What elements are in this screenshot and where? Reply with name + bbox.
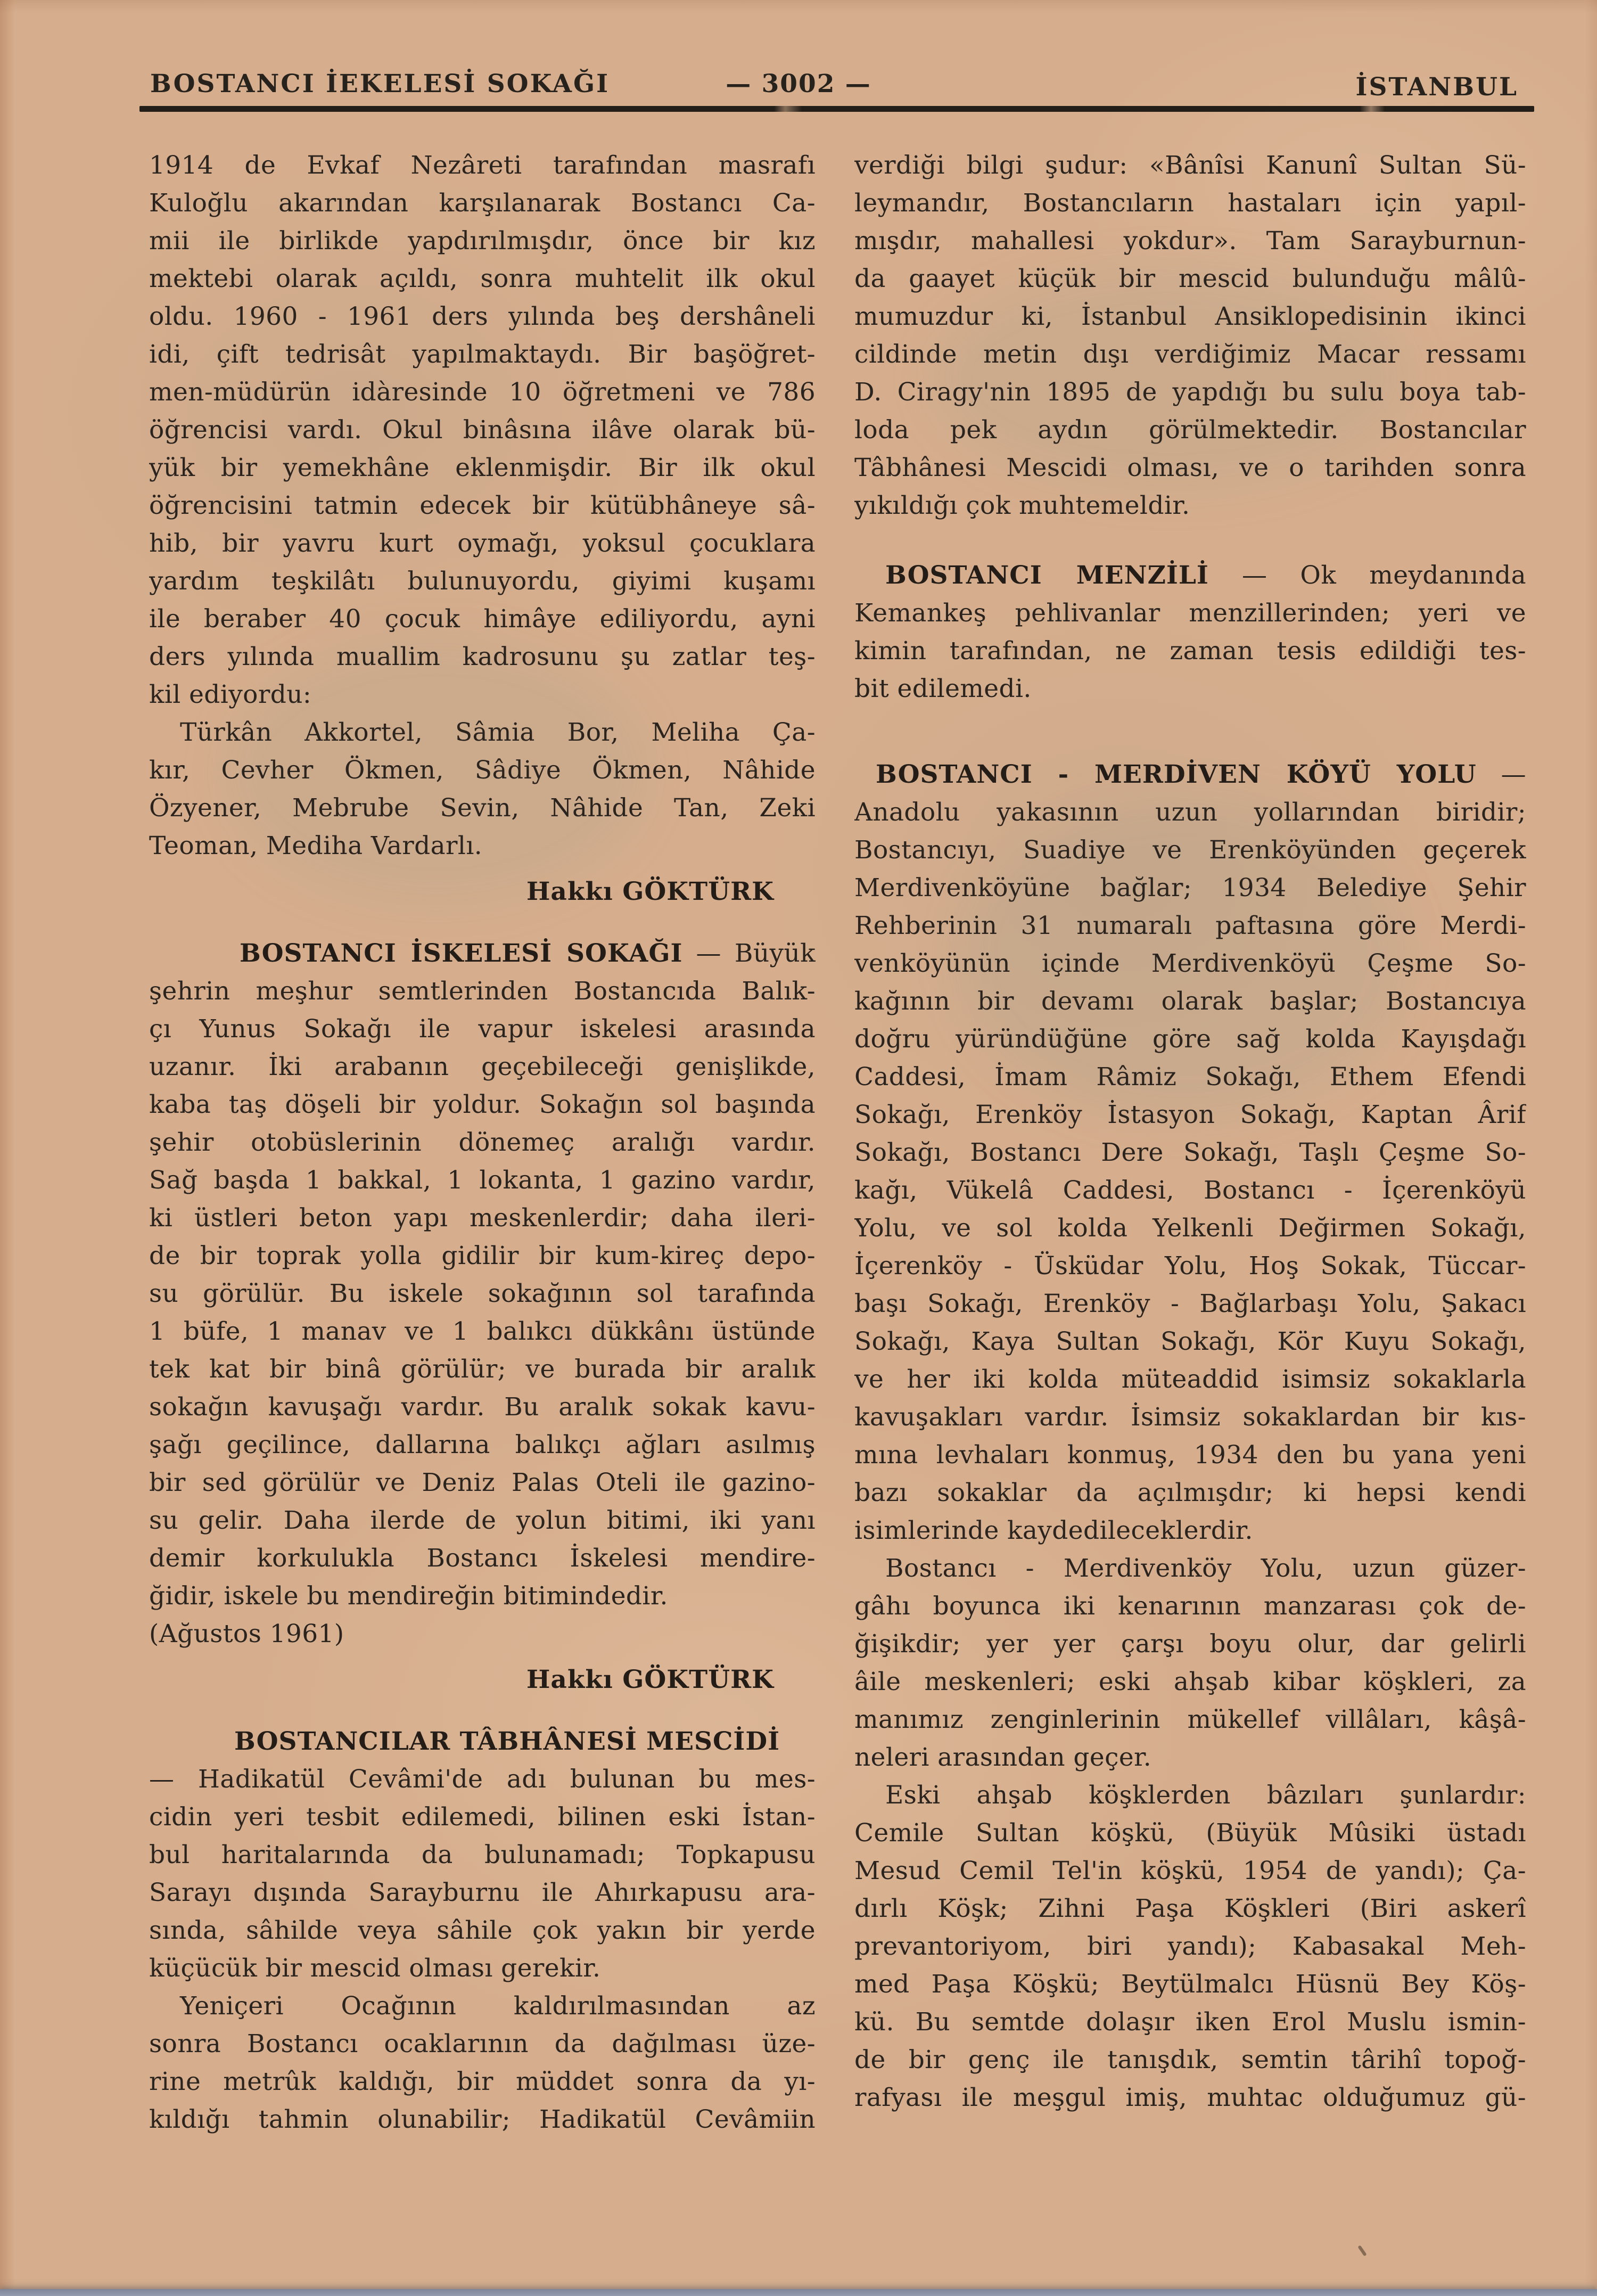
text-line: cidin yeri tesbit edilemedi, bilinen eski İstan-	[149, 1802, 816, 1832]
entry-heading-line: BOSTANCI İSKELESİ SOKAĞI — Büyük	[240, 939, 816, 968]
text-line: kağı, Vükelâ Caddesi, Bostancı - İçerenköyü	[854, 1176, 1526, 1205]
bold-lead: BOSTANCI MENZİLİ	[885, 561, 1209, 590]
text-line: Cemile Sultan köşkü, (Büyük Mûsiki üstadı	[854, 1818, 1526, 1848]
text-line: İçerenköy - Üsküdar Yolu, Hoş Sokak, Tüccar-	[854, 1251, 1526, 1281]
text-line: loda pek aydın görülmektedir. Bostancılar	[854, 415, 1526, 445]
text-line: Rehberinin 31 numaralı paftasına göre Merdi-	[854, 911, 1526, 940]
running-head-entry-title: BOSTANCI İEKELESİ SOKAĞI	[150, 69, 610, 99]
text-line: Anadolu yakasının uzun yollarından biridir;	[854, 798, 1526, 827]
page-number: — 3002 —	[726, 69, 871, 99]
text-line: Tâbhânesi Mescidi olması, ve o tarihden sonra	[854, 453, 1526, 482]
text-line: Caddesi, İmam Râmiz Sokağı, Ethem Efendi	[854, 1062, 1526, 1092]
text-line: su gelir. Daha ilerde de yolun bitimi, iki yanı	[149, 1506, 816, 1535]
text-line: hib, bir yavru kurt oymağı, yoksul çocuklara	[149, 529, 816, 558]
text-line: kavuşakları vardır. İsimsiz sokaklardan bir kıs-	[854, 1403, 1526, 1432]
byline	[149, 873, 816, 911]
text-line: mumuzdur ki, İstanbul Ansiklopedisinin ikinci	[854, 302, 1526, 331]
entry-heading-line	[149, 1723, 816, 1760]
bold-lead: BOSTANCILAR TÂBHÂNESİ MESCİDİ	[234, 1727, 780, 1756]
text-line: sonra Bostancı ocaklarının da dağılması üze-	[149, 2029, 816, 2059]
text-line: mışdır, mahallesi yokdur». Tam Sarayburnun-	[854, 226, 1526, 256]
text-line: başı Sokağı, Erenköy - Bağlarbaşı Yolu, Şakacı	[854, 1289, 1526, 1318]
bold-lead: BOSTANCI - MERDİVEN KÖYÜ YOLU	[876, 760, 1477, 789]
bold-lead: Hakkı GÖKTÜRK	[526, 877, 774, 906]
text-line: Bostancıyı, Suadiye ve Erenköyünden geçerek	[854, 835, 1526, 865]
text-line: 1 büfe, 1 manav ve 1 balıkcı dükkânı üstünde	[149, 1317, 816, 1346]
text-line: mına levhaları konmuş, 1934 den bu yana yeni	[854, 1440, 1526, 1470]
text-line: verdiği bilgi şudur: «Bânîsi Kanunî Sultan Sü-	[854, 151, 1526, 180]
text-line: doğru yüründüğüne göre sağ kolda Kayışdağı	[854, 1024, 1526, 1054]
text-line: kimin tarafından, ne zaman tesis edildiği tes-	[854, 636, 1526, 666]
text-line: Yeniçeri Ocağının kaldırılmasından az	[180, 1991, 816, 2021]
paper-speck	[1357, 2245, 1367, 2256]
text-line: oldu. 1960 - 1961 ders yılında beş dershâneli	[149, 302, 816, 331]
text-line: de bir genç ile tanışdık, semtin târihî topoğ-	[854, 2045, 1526, 2074]
text-line: küçücük bir mescid olması gerekir.	[149, 1954, 601, 1983]
text-line: Merdivenköyüne bağlar; 1934 Belediye Şehir	[854, 873, 1526, 903]
text-line: sokağın kavuşağı vardır. Bu aralık sokak kavu-	[149, 1392, 816, 1422]
text-line: ki üstleri beton yapı meskenlerdir; daha ileri-	[149, 1203, 816, 1233]
text-line: kü. Bu semtde dolaşır iken Erol Muslu ismin-	[854, 2007, 1526, 2037]
entry-heading-line: BOSTANCI - MERDİVEN KÖYÜ YOLU —	[876, 760, 1526, 789]
text-line: Sarayı dışında Sarayburnu ile Ahırkapusu ara-	[149, 1878, 816, 1907]
header-rule	[139, 106, 1534, 112]
text-line: bazı sokaklar da açılmışdır; ki hepsi kendi	[854, 1478, 1526, 1507]
text-line: rafyası ile meşgul imiş, muhtac olduğumuz gü-	[854, 2083, 1526, 2112]
text-line: kaba taş döşeli bir yoldur. Sokağın sol başında	[149, 1090, 816, 1119]
text-line: Kuloğlu akarından karşılanarak Bostancı Ca-	[149, 188, 816, 218]
text-line: bit edilemedi.	[854, 674, 1032, 703]
text-line: şehrin meşhur semtlerinden Bostancıda Balık-	[149, 977, 816, 1006]
text-line: mektebi olarak açıldı, sonra muhtelit ilk okul	[149, 264, 816, 293]
text-line: — Hadikatül Cevâmi'de adı bulunan bu mes-	[149, 1765, 816, 1794]
text-line: demir korkulukla Bostancı İskelesi mendire-	[149, 1544, 816, 1573]
text-line: tek kat bir binâ görülür; ve burada bir aralık	[149, 1355, 816, 1384]
text-line: öğrencisi vardı. Okul binâsına ilâve olarak bü-	[149, 415, 816, 445]
text-line: idi, çift tedrisât yapılmaktaydı. Bir başöğret-	[149, 340, 816, 369]
text-line: Bostancı - Merdivenköy Yolu, uzun güzer-	[885, 1554, 1526, 1583]
text-line: bul haritalarında da bulunamadı; Topkapusu	[149, 1840, 816, 1869]
text-line: uzanır. İki arabanın geçebileceği genişlikde,	[149, 1052, 816, 1081]
text-line: kıldığı tahmin olunabilir; Hadikatül Cevâmiin	[149, 2105, 816, 2134]
text-line: gâhı boyunca iki kenarının manzarası çok de-	[854, 1592, 1526, 1621]
text-line: Teoman, Mediha Vardarlı.	[149, 831, 483, 860]
text-line: dırlı Köşk; Zihni Paşa Köşkleri (Biri askerî	[854, 1894, 1526, 1923]
text-line: cildinde metin dışı verdiğimiz Macar ressamı	[854, 340, 1526, 369]
text-line: çı Yunus Sokağı ile vapur iskelesi arasında	[149, 1014, 816, 1044]
text-line: öğrencisini tatmin edecek bir kütübhâneye sâ-	[149, 491, 816, 520]
text-line: venköyünün içinde Merdivenköyü Çeşme So-	[854, 949, 1526, 978]
text-line: Mesud Cemil Tel'in köşkü, 1954 de yandı); Ça-	[854, 1856, 1526, 1885]
text-line: şehir otobüslerinin dönemeç aralığı vardır.	[149, 1128, 816, 1157]
text-line: isimlerinde kaydedileceklerdir.	[854, 1516, 1253, 1545]
text-line: kır, Cevher Ökmen, Sâdiye Ökmen, Nâhide	[149, 756, 816, 785]
text-line: (Ağustos 1961)	[149, 1619, 344, 1649]
text-line: ders yılında muallim kadrosunu şu zatlar teş-	[149, 642, 816, 671]
text-line: Sokağı, Erenköy İstasyon Sokağı, Kaptan Ârif	[854, 1100, 1526, 1129]
text-line: Yolu, ve sol kolda Yelkenli Değirmen Sokağı,	[854, 1213, 1526, 1243]
text-line: yardım teşkilâtı bulunuyordu, giyimi kuşamı	[149, 567, 816, 596]
text-line: su görülür. Bu iskele sokağının sol tarafında	[149, 1279, 816, 1308]
bold-lead: Hakkı GÖKTÜRK	[526, 1665, 774, 1694]
text-line: Türkân Akkortel, Sâmia Bor, Meliha Ça-	[180, 718, 816, 747]
column-right	[854, 146, 1526, 2117]
text-line: mii ile birlikde yapdırılmışdır, önce bir kız	[149, 226, 816, 256]
text-line: Kemankeş pehlivanlar menzillerinden; yeri ve	[854, 598, 1526, 628]
text-line: sında, sâhilde veya sâhile çok yakın bir yerde	[149, 1916, 816, 1945]
text-line: med Paşa Köşkü; Beytülmalcı Hüsnü Bey Köş-	[854, 1970, 1526, 1999]
text-line: da gaayet küçük bir mescid bulunduğu mâlû-	[854, 264, 1526, 293]
bottom-scan-edge	[0, 2289, 1597, 2296]
text-line: Sağ başda 1 bakkal, 1 lokanta, 1 gazino vardır,	[149, 1166, 816, 1195]
text-line: bir sed görülür ve Deniz Palas Oteli ile gazino-	[149, 1468, 816, 1497]
running-head-volume-title: İSTANBUL	[1355, 72, 1518, 102]
text-line: 1914 de Evkaf Nezâreti tarafından masrafı	[149, 151, 816, 180]
text-line: ğidir, iskele bu mendireğin bitimindedir.	[149, 1581, 668, 1611]
text-line: yük bir yemekhâne eklenmişdir. Bir ilk okul	[149, 453, 816, 482]
text-line: men-müdürün idàresinde 10 öğretmeni ve 786	[149, 378, 816, 407]
text-line: Sokağı, Bostancı Dere Sokağı, Taşlı Çeşme So-	[854, 1138, 1526, 1167]
text-line: ğişikdir; yer yer çarşı boyu olur, dar gelirli	[854, 1629, 1526, 1659]
text-line: manımız zenginlerinin mükellef villâları, kâşâ-	[854, 1705, 1526, 1734]
text-line: kağının bir devamı olarak başlar; Bostancıya	[854, 987, 1526, 1016]
column-left	[149, 146, 816, 2138]
bold-lead: BOSTANCI İSKELESİ SOKAĞI	[240, 939, 683, 968]
text-line: âile meskenleri; eski ahşab kibar köşkleri, za	[854, 1667, 1526, 1696]
text-line: ve her iki kolda müteaddid isimsiz sokaklarla	[854, 1365, 1526, 1394]
text-line: de bir toprak yolla gidilir bir kum-kireç depo-	[149, 1241, 816, 1270]
text-line: yıkıldığı çok muhtemeldir.	[854, 491, 1190, 520]
text-line: ile beraber 40 çocuk himâye ediliyordu, ayni	[149, 604, 816, 634]
text-line: şağı geçilince, dallarına balıkçı ağları asılmış	[149, 1430, 816, 1459]
text-line: prevantoriyom, biri yandı); Kabasakal Meh-	[854, 1932, 1526, 1961]
entry-heading-line: BOSTANCI MENZİLİ — Ok meydanında	[885, 561, 1526, 590]
text-line: Özyener, Mebrube Sevin, Nâhide Tan, Zeki	[149, 793, 816, 823]
text-line: leymandır, Bostancıların hastaları için yapıl-	[854, 188, 1526, 218]
text-line: Eski ahşab köşklerden bâzıları şunlardır:	[885, 1781, 1526, 1810]
text-line: kil ediyordu:	[149, 680, 312, 709]
text-line: D. Ciragy'nin 1895 de yapdığı bu sulu boya tab-	[854, 378, 1526, 407]
text-line: rine metrûk kaldığı, bir müddet sonra da yı-	[149, 2067, 816, 2096]
text-line: neleri arasından geçer.	[854, 1743, 1152, 1772]
byline	[149, 1661, 816, 1699]
text-line: Sokağı, Kaya Sultan Sokağı, Kör Kuyu Sokağı,	[854, 1327, 1526, 1356]
